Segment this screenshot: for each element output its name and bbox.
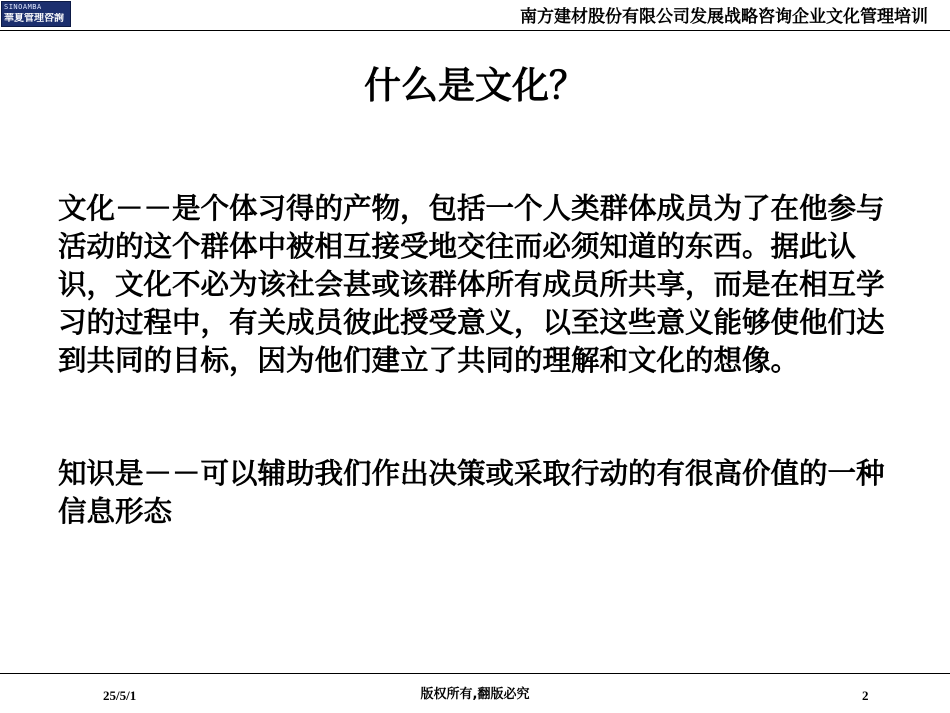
logo-top-text: SINOAMBA xyxy=(4,3,42,11)
footer-date: 25/5/1 xyxy=(103,688,137,703)
header-title: 南方建材股份有限公司发展战略咨询企业文化管理培训 xyxy=(520,7,928,27)
header-divider xyxy=(0,30,950,31)
culture-definition-paragraph: 文化－－是个体习得的产物，包括一个人类群体成员为了在他参与活动的这个群体中被相互接受地交往而必须知道的东西。据此认识，文化不必为该社会甚或该群体所有成员所共享，而是在相互学习的过程中，有关成员彼此授受意义，以至这些意义能够使他们达到共同的目标，因为他们建立了共同的理解和文化的想像。 xyxy=(58,192,885,377)
page-number: 2 xyxy=(862,688,869,703)
footer-copyright: 版权所有,翻版必究 xyxy=(420,687,530,702)
slide-title: 什么是文化？ xyxy=(364,64,586,107)
logo-bottom-text: 華夏管理咨詢 xyxy=(4,13,64,24)
company-logo xyxy=(1,1,71,27)
knowledge-definition-paragraph: 知识是－－可以辅助我们作出决策或采取行动的有很高价值的一种信息形态 xyxy=(58,457,885,528)
footer-divider xyxy=(0,673,950,674)
